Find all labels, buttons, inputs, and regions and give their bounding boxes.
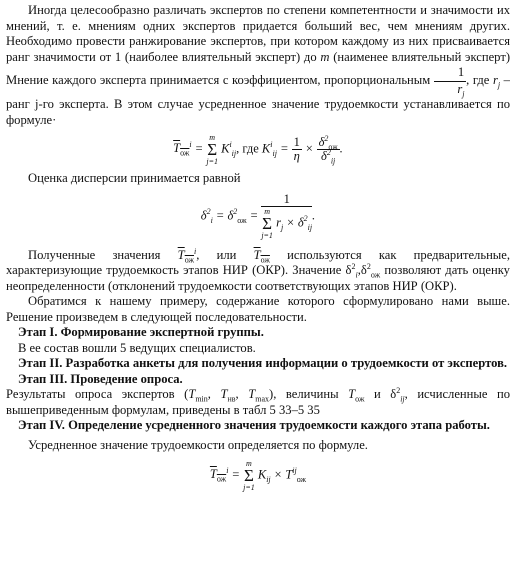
stage-1-heading: Этап I. Формирование экспертной группы.: [18, 325, 264, 339]
paragraph-expert-ranking: Иногда целесообразно различать экспертов по степени компетентности и значимости их мнений, т. е. мнениям одних экспертов придается больший вес, чем мнениям других. Необходимо провести ранжирование экспертов, при котором каждому из них присваивается ранг значимости от 1 (наиболее влиятельный эксперт) до m (наименее влиятельный эксперт) Мнение каждого эксперта принимается с коэффициентом, пропорциональным $\frac{1}{r_j}$ , где $r_j$ – ранг j-го эксперта. В этом случае усредненное значение трудоемкости устанавливается по формуле·: [6, 3, 511, 127]
stage-2-heading: Этап II. Разработка анкеты для получения информации о трудоемкости от экспертов.: [18, 356, 508, 370]
formula-mean-value: $T_{ож}^i$ = m Σ j=1 $K_{ij} \times T^{ij}_{ож}$: [209, 459, 307, 492]
stage-3-text: Результаты опроса экспертов ($T_{min}$, $T_{нв}$, $T_{max}$), величины $T_{ож}$ и $\delta^2_{ij}$, исчисленные по вышеприведенным формулам, приведены в табл 5 33–5 35: [6, 385, 511, 417]
paragraph-mean-formula-intro: Усредненное значение трудоемкости определяется по формуле.: [28, 437, 368, 452]
stage-3-heading: Этап III. Проведение опроса.: [18, 371, 183, 386]
paragraph-example: Обратимся к нашему примеру, содержание которого сформулировано нами выше. Решение произведем в следующей последовательности.: [6, 294, 510, 324]
stage-1-text: В ее состав вошли 5 ведущих специалистов.: [18, 340, 256, 355]
fraction-one-over-r: $\frac{1}{r_j}$: [434, 65, 466, 97]
paragraph-obtained-values: Полученные значения $T_{ож}^i$, или $T_{ож}$ используются как предварительные, характеризующие трудоемкость этапов НИР (ОКР). Значение $\delta^2_i,\delta^2_{ож}$ позволяют дать оценку неопределенности (отклонений трудоемкости соответствующих этапов НИР (ОКР).: [6, 246, 511, 293]
paragraph-variance: Оценка дисперсии принимается равной: [28, 171, 241, 185]
stage-4-heading: Этап IV. Определение усредненного значения трудоемкости каждого этапа работы.: [18, 418, 490, 432]
formula-weighted-mean: $T_{ож}^i$ = m Σ j=1 $K^i_{ij}$, где $K^i_{ij}$ = $\frac{1}{\eta}$ × $\frac{\delta^2_{ож}}{\delta^2_{ij}}$ .: [173, 133, 343, 166]
formula-variance: $\delta^2_i = \delta^2_{ож}$ = 1 m Σ j=1 $r_j \times \delta^2_{ij}$ .: [200, 191, 316, 240]
